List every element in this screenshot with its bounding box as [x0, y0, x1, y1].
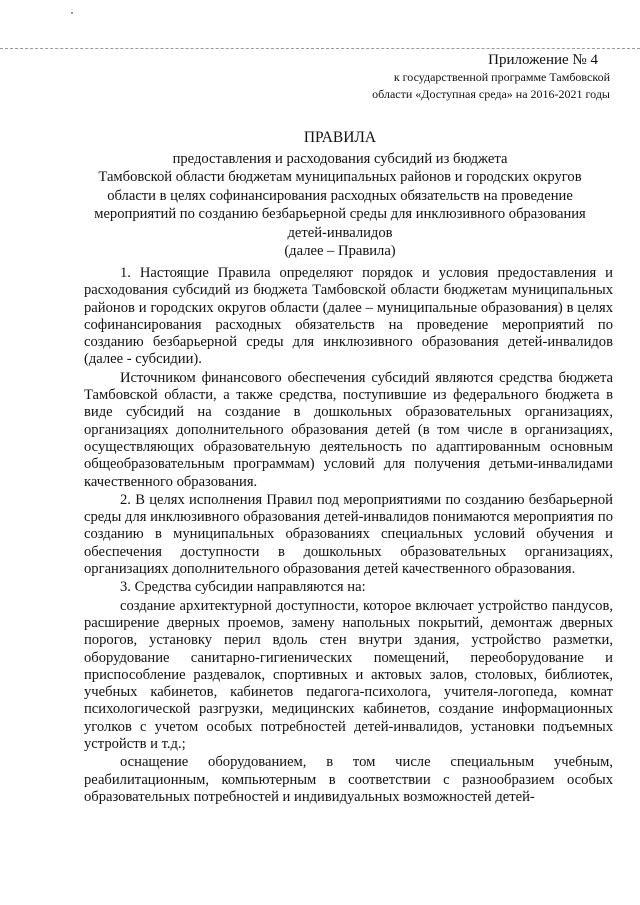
- document-body: [84, 265, 613, 806]
- header-line: области в целях софинансирования расходных обязательств на проведение: [107, 187, 573, 204]
- document-title: ПРАВИЛА: [303, 129, 377, 146]
- header-line: детей-инвалидов: [287, 224, 393, 241]
- appendix-line-2: области «Доступная среда» на 2016-2021 годы: [372, 87, 610, 101]
- header-line: предоставления и расходования субсидий из бюджета: [172, 150, 508, 167]
- header-line: Тамбовской области бюджетам муниципальных районов и городских округов: [98, 169, 582, 185]
- paragraph-equipment: оснащение оборудованием, в том числе специальным учебным, реабилитационным, компьютерным в соответствии с разнообразием особых образовательных потребностей и индивидуальных возможностей детей-: [84, 754, 613, 805]
- paragraph-architecture: создание архитектурной доступности, которое включает устройство пандусов, расширение дверных проемов, замену напольных покрытий, демонтаж дверных порогов, установку перил вдоль стен внутри здания, устройство разметки, оборудование санитарно-гигиенических помещений, переоборудование и приспособление раздевалок, спортивных и актовых залов, столовых, библиотек, учебных кабинетов, кабинетов педагога-психолога, учителя-логопеда, комнат психологической разгрузки, медицинских кабинетов, создание информационных уголков с учетом особых потребностей детей-инвалидов, установки подъемных устройств и т.д.;: [84, 597, 613, 753]
- header-line: (далее – Правила): [284, 243, 396, 259]
- document-header: [86, 129, 594, 261]
- paragraph-2: 2. В целях исполнения Правил под мероприятиями по созданию безбарьерной среды для инклюзивного образования детей-инвалидов понимаются мероприятия по созданию в муниципальных образованиях специальных условий обучения и обеспечения доступности в дошкольных образовательных организациях, организациях дополнительного образования детей качественного образования.: [84, 491, 613, 578]
- paragraph-1: 1. Настоящие Правила определяют порядок и условия предоставления и расходования субсидий из бюджета Тамбовской области бюджетам муниципальных районов и городских округов области (далее – муниципальные образования) в целях софинансирования расходных обязательств на проведение мероприятий по созданию безбарьерной среды для инклюзивного образования детей-инвалидов (далее - субсидии).: [84, 265, 613, 368]
- page-divider: [0, 48, 640, 49]
- paragraph-3: 3. Средства субсидии направляются на:: [120, 579, 366, 596]
- appendix-line-1: к государственной программе Тамбовской: [393, 70, 610, 84]
- paragraph-funding-source: Источником финансового обеспечения субсидий являются средства бюджета Тамбовской области, а также средства, поступившие из федерального бюджета в виде субсидий на создание в дошкольных образовательных организациях, организациях дополнительного образования детей (в том числе в организациях, осуществляющих образовательную деятельность по адаптированным основным общеобразовательным программам) условий для получения детьми-инвалидами качественного образования.: [84, 369, 613, 490]
- header-line: мероприятий по созданию безбарьерной среды для инклюзивного образования: [94, 206, 586, 222]
- scan-mark: [71, 12, 73, 14]
- appendix-number: Приложение № 4: [488, 52, 598, 68]
- appendix-block: [372, 52, 610, 103]
